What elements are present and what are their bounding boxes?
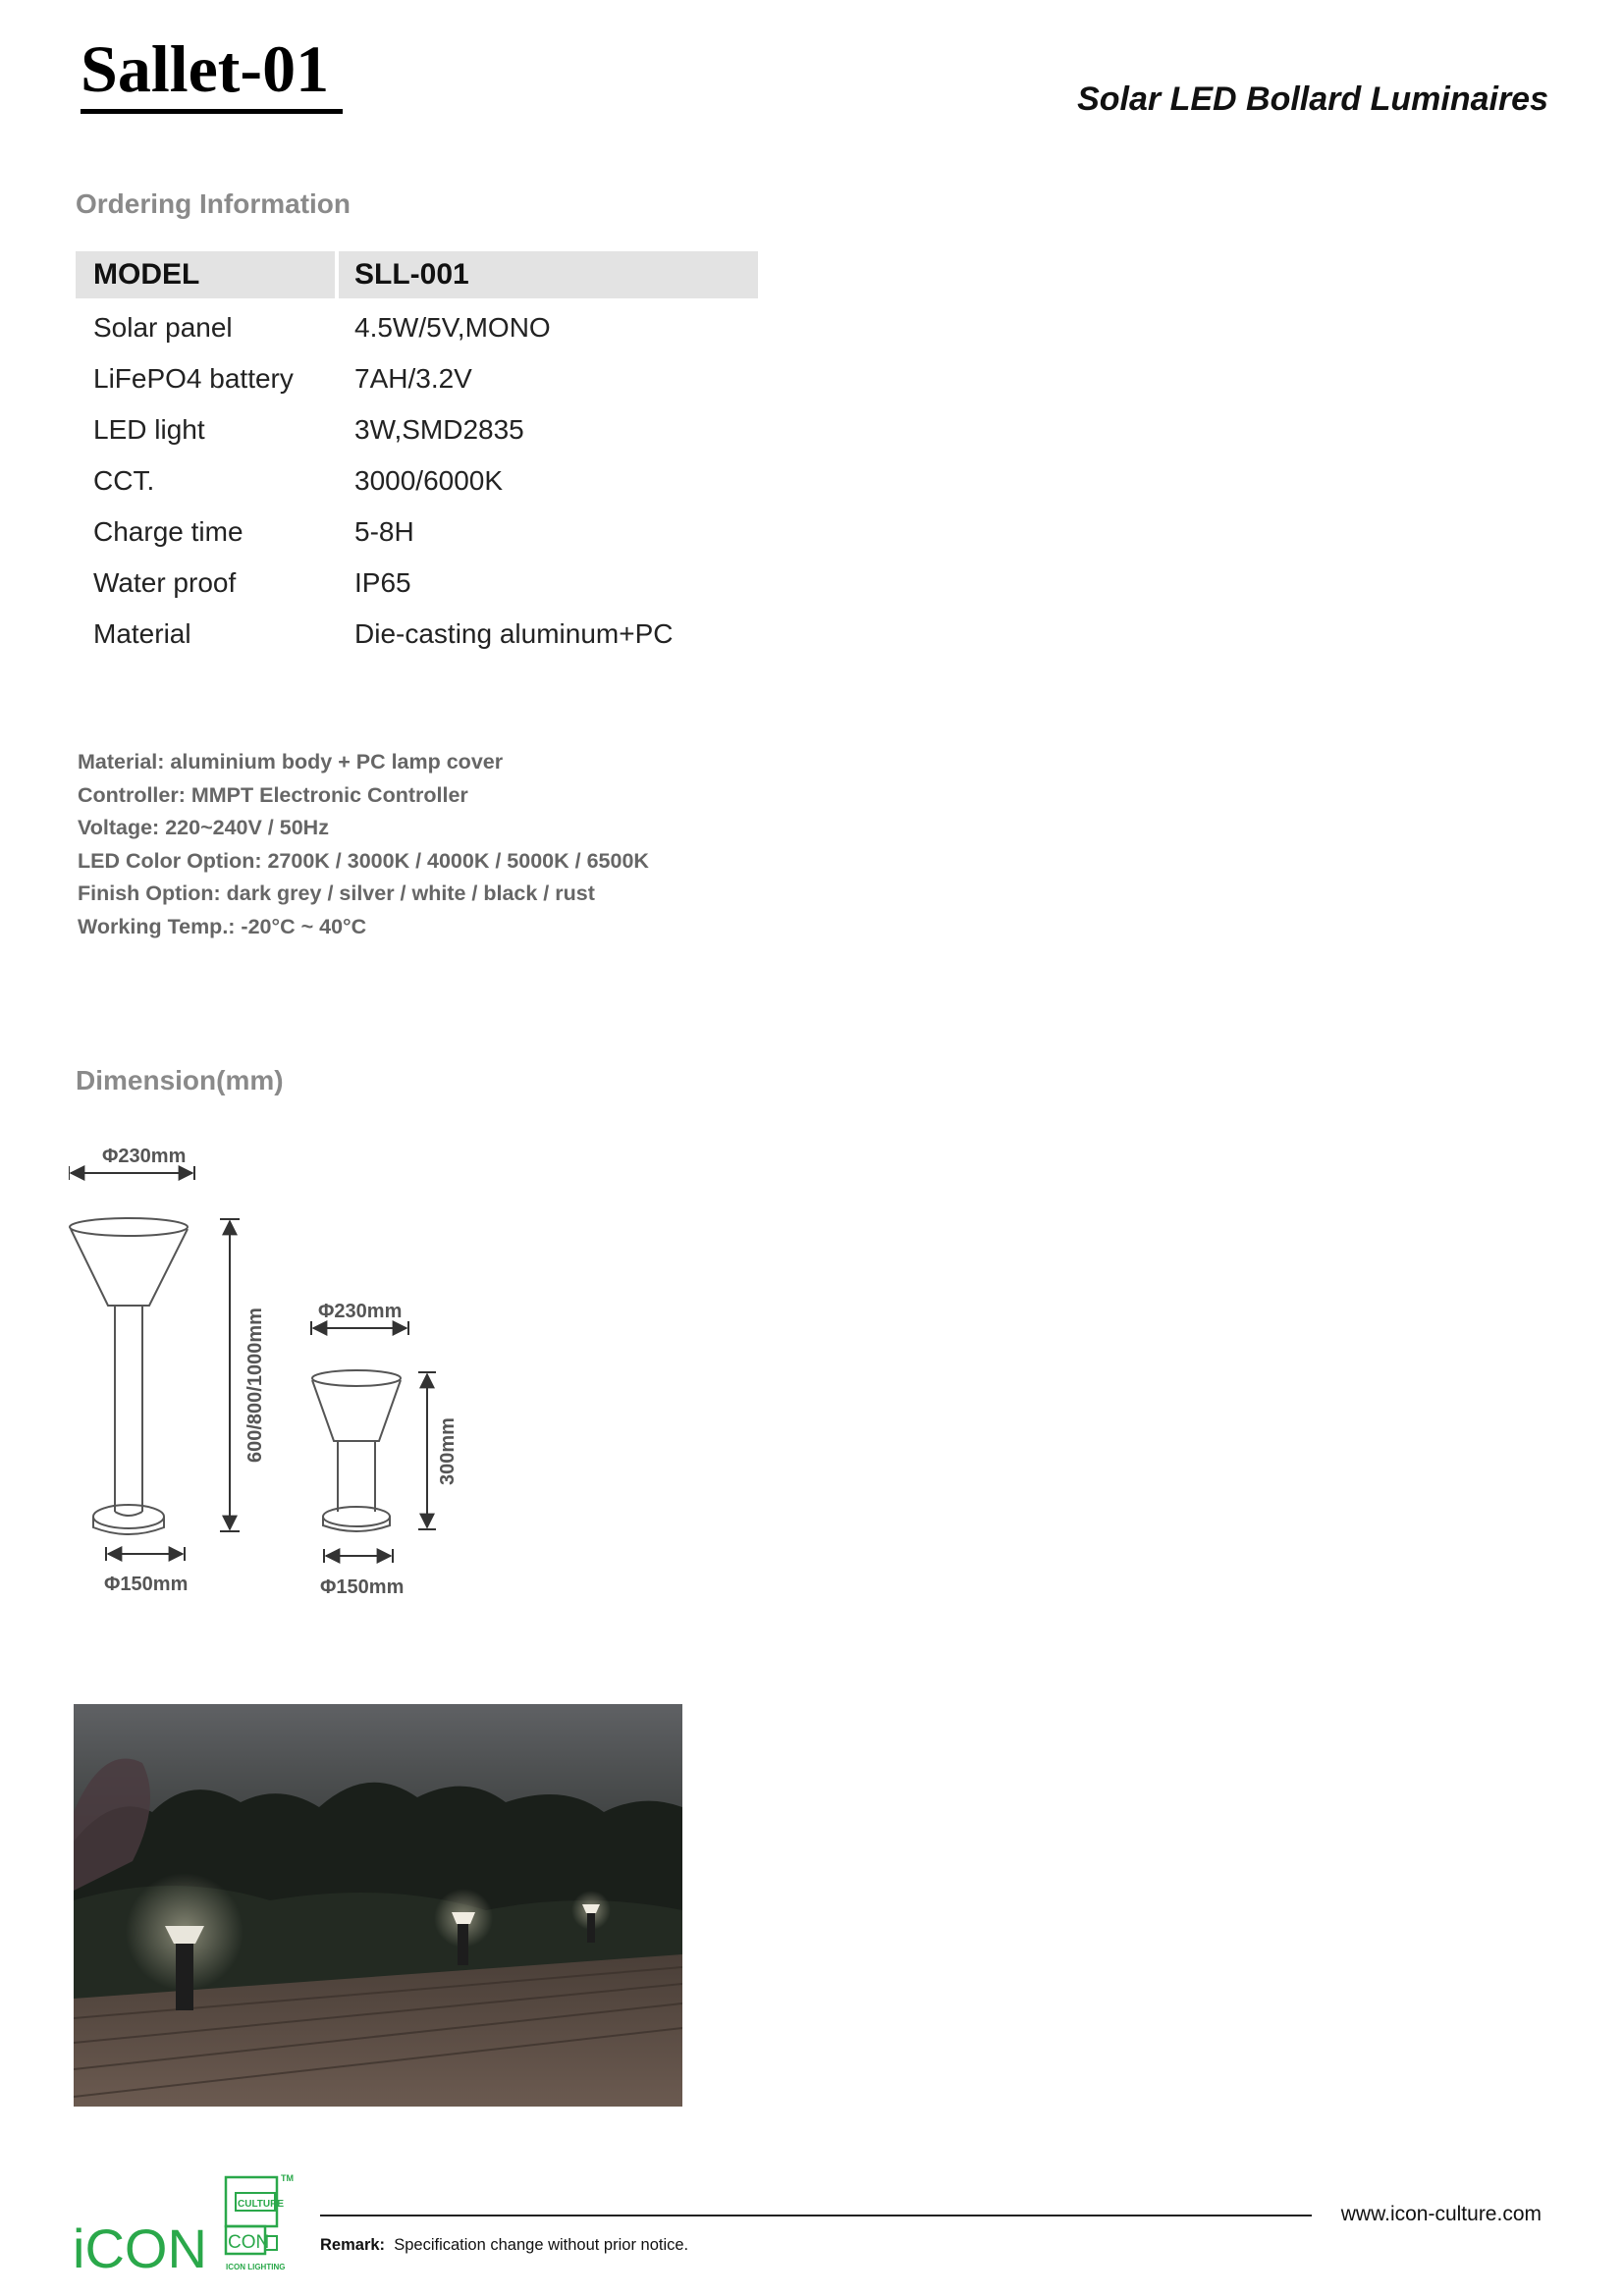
remark-text: Specification change without prior notice. (394, 2236, 689, 2254)
page-subtitle: Solar LED Bollard Luminaires (1077, 80, 1548, 118)
svg-text:TM: TM (281, 2173, 294, 2183)
brand-logo (73, 2171, 308, 2284)
dimension-heading: Dimension(mm) (76, 1065, 284, 1095)
product-photo (74, 1704, 682, 2107)
short-height: 300mm (437, 1417, 459, 1485)
title-underline (81, 109, 343, 114)
table-row (76, 455, 758, 507)
spec-notes (78, 746, 649, 943)
row-label: Material (93, 618, 191, 649)
row-value: 4.5W/5V,MONO (354, 312, 551, 343)
table-row (76, 404, 758, 455)
table-row (76, 507, 758, 558)
note-line: Controller: MMPT Electronic Controller (78, 782, 468, 807)
footer-divider (320, 2215, 1312, 2216)
header-model-value: SLL-001 (339, 251, 758, 298)
row-value: 5-8H (354, 516, 414, 547)
note-line: Working Temp.: -20°C ~ 40°C (78, 914, 367, 938)
row-label: Water proof (93, 567, 237, 598)
header-model-label: MODEL (76, 251, 335, 298)
spec-table-header (76, 251, 758, 298)
table-row (76, 302, 758, 353)
svg-text:CULTURE: CULTURE (238, 2199, 285, 2210)
row-value: IP65 (354, 567, 411, 598)
note-line: Voltage: 220~240V / 50Hz (78, 816, 329, 839)
svg-text:ICON LIGHTING: ICON LIGHTING (226, 2263, 286, 2271)
row-label: LiFePO4 battery (93, 363, 294, 394)
icon-logo-graphic (73, 2171, 308, 2279)
tall-height: 600/800/1000mm (244, 1308, 266, 1463)
spec-table-body (76, 302, 758, 660)
svg-text:CON: CON (228, 2232, 270, 2253)
table-row (76, 353, 758, 404)
row-label: CCT. (93, 465, 155, 496)
dimension-drawing (69, 1147, 481, 1608)
brand-wordmark: iCON (73, 2217, 207, 2279)
row-label: Charge time (93, 516, 243, 547)
short-base-diameter: Φ150mm (320, 1576, 405, 1598)
page-title: Sallet-01 (81, 31, 330, 106)
short-bollard-drawing (312, 1370, 401, 1531)
ordering-heading: Ordering Information (76, 188, 351, 219)
footer-website: www.icon-culture.com (1340, 2203, 1542, 2225)
tall-bollard-dimensions (69, 1166, 240, 1561)
row-value: 7AH/3.2V (354, 363, 472, 394)
short-top-diameter: Φ230mm (318, 1301, 403, 1322)
tall-base-diameter: Φ150mm (104, 1574, 189, 1595)
note-line: LED Color Option: 2700K / 3000K / 4000K / 5000K / 6500K (78, 848, 649, 873)
spec-table (76, 251, 758, 660)
footer-remark (320, 2236, 688, 2255)
tall-top-diameter: Φ230mm (102, 1147, 187, 1167)
row-label: Solar panel (93, 312, 233, 343)
row-value: 3000/6000K (354, 465, 504, 496)
row-value: Die-casting aluminum+PC (354, 618, 674, 649)
note-line: Finish Option: dark grey / silver / white / black / rust (78, 881, 595, 905)
row-label: LED light (93, 414, 205, 445)
note-line: Material: aluminium body + PC lamp cover (78, 750, 504, 774)
table-row (76, 609, 758, 660)
remark-label: Remark: (320, 2236, 386, 2254)
tall-bollard-drawing (70, 1218, 188, 1534)
table-row (76, 558, 758, 609)
row-value: 3W,SMD2835 (354, 414, 524, 445)
